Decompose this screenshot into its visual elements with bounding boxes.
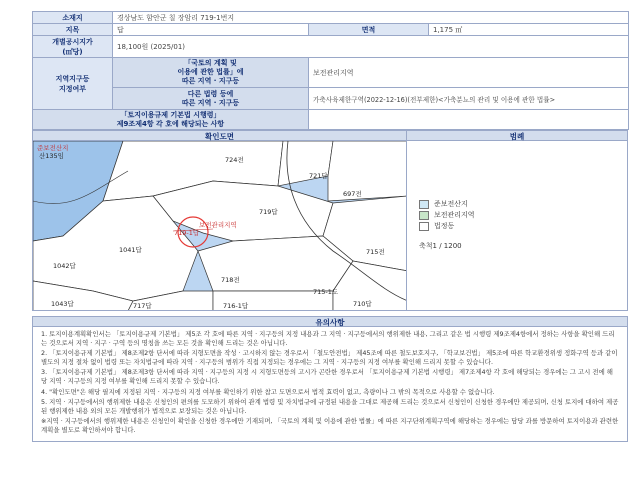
zoning-law-value: 보전관리지역 xyxy=(309,58,629,88)
price-value: 18,100원 (2025/01) xyxy=(113,36,629,58)
area-label: 면적 xyxy=(309,24,429,36)
legend-item xyxy=(419,210,475,220)
map-label-710: 710답 xyxy=(353,300,372,308)
zoning-main-label: 지역지구등 지정여부 xyxy=(33,58,113,110)
legend-panel xyxy=(407,141,628,311)
map-label-road: 715-1도 xyxy=(313,288,339,296)
map-label-717: 717답 xyxy=(133,302,152,310)
legend-item xyxy=(419,221,454,231)
legend-swatch xyxy=(419,222,429,231)
legend-title: 범례 xyxy=(407,130,628,141)
jimok-label: 지목 xyxy=(33,24,113,36)
map-label-1043: 1043답 xyxy=(51,300,74,308)
map-label-719: 719답 xyxy=(259,208,278,216)
legend-item xyxy=(419,199,468,209)
note-item: 3. 「토지이용규제 기본법」 제8조제3항 단서에 따라 지역 · 지구등의 지정 시 지형도면등의 고시가 곤란한 경우로서 「토지이용규제 기본법 시행령」 제7조제4항 각 호에 해당되는 경우에는 그 고시 전에 해당 지역 · 지구등의 지정 여부를 확인해 드리지 못할 수 있습니다. xyxy=(41,368,613,385)
legend-label: 보전관리지역 xyxy=(434,211,475,219)
legend-label: 법정동 xyxy=(434,222,455,230)
land-use-document xyxy=(32,11,628,442)
map-label-724: 724전 xyxy=(225,156,244,164)
zoning-other-label: 다른 법령 등에 따른 지역 · 지구등 xyxy=(113,88,309,110)
jimok-value: 답 xyxy=(113,24,309,36)
map-label-zone: 보전관리지역 xyxy=(199,221,237,229)
location-label: 소재지 xyxy=(33,12,113,24)
decree-value xyxy=(309,110,629,130)
map-scale: 축척1 / 1200 xyxy=(419,242,462,250)
notes-panel xyxy=(32,327,628,442)
map-label-nature: 준보전산지 xyxy=(37,144,69,152)
map-label-san135: 산135임 xyxy=(39,152,64,160)
info-table xyxy=(32,11,629,130)
map-label-715: 715전 xyxy=(366,248,385,256)
map-area xyxy=(32,141,628,311)
zoning-law-label: 「국토의 계획 및 이용에 관한 법률」에 따른 지역 · 지구등 xyxy=(113,58,309,88)
map-label-target: 719-1답 xyxy=(174,229,200,237)
map-label-1041: 1041답 xyxy=(119,246,142,254)
map-section-header xyxy=(32,130,628,141)
map-label-1042: 1042답 xyxy=(53,262,76,270)
note-item: ※지역 · 지구등에서의 행위제한 내용은 신청인이 확인을 신청한 경우에만 기재되며, 「국토의 계획 및 이용에 관한 법률」에 따른 지구단위계획구역에 해당하는 경우에는 담당 과를 방문하여 토지이용과 관련한 계획을 별도로 확인하셔야 합니다. xyxy=(41,417,619,434)
note-item: 1. 토지이용계획확인서는 「토지이용규제 기본법」 제5조 각 호에 따른 지역 · 지구등의 지정 내용과 그 지역 · 지구등에서의 행위제한 내용, 그리고 같은 법 시행령 제9조제4항에서 정하는 사항을 확인해 드리는 것으로서 지역 · 지구 · 구역 등의 명칭을 쓰는 모든 것을 확인해 드리는 것은 아닙니다. xyxy=(41,330,615,347)
map-label-718: 718전 xyxy=(221,276,240,284)
note-item: 5. 지역 · 지구등에서의 행위제한 내용은 신청인의 편의를 도모하기 위하여 관계 법령 및 자치법규에 규정된 내용을 그대로 제공해 드리는 것으로서 신청인이 신청한 경우에만 제공되며, 신청 토지에 대하여 제공된 행위제한 내용 외의 모든 개발행위가 법적으로 보장되는 것은 아닙니다. xyxy=(41,398,619,415)
note-item: 2. 「토지이용규제 기본법」 제8조제2항 단서에 따라 지형도면을 작성 · 고시하지 않는 경우로서 「철도안전법」 제45조에 따른 철도보호지구, 「학교보건법」 제5조에 따른 학교환경위생 정화구역 등과 같이 별도의 지정 절차 없이 법령 또는 자치법규에 따라 지역 · 지구등의 범위가 직접 지정되는 경우에는 그 지역 · 지구등의 지정 여부를 확인해 드리지 못할 수 있습니다. xyxy=(41,349,618,366)
legend-label: 준보전산지 xyxy=(434,200,468,208)
area-value: 1,175 ㎡ xyxy=(429,24,629,36)
cadastral-map[interactable] xyxy=(32,141,407,311)
map-label-697: 697전 xyxy=(343,190,362,198)
zoning-other-value: 가축사육제한구역(2022-12-16)(전부제한)<가축분뇨의 관리 및 이용에 관한 법률> xyxy=(309,88,629,110)
notes-title: 유의사항 xyxy=(32,316,628,327)
map-label-716: 716-1답 xyxy=(223,302,249,310)
price-label: 개별공시지가 (㎡당) xyxy=(33,36,113,58)
note-item: 4. "확인도면"은 해당 필지에 지정된 지역 · 지구등의 지정 여부를 확인하기 위한 참고 도면으로서 법적 효력이 없고, 측량이나 그 밖의 목적으로 사용할 수 없습니다. xyxy=(41,387,495,396)
decree-label: 「토지이용규제 기본법 시행령」 제9조제4항 각 호에 해당되는 사항 xyxy=(33,110,309,130)
map-title: 확인도면 xyxy=(32,130,407,141)
map-label-721: 721답 xyxy=(309,172,328,180)
legend-swatch xyxy=(419,200,429,209)
legend-swatch xyxy=(419,211,429,220)
location-value: 경상남도 함안군 칠 장암리 719-1번지 xyxy=(113,12,629,24)
